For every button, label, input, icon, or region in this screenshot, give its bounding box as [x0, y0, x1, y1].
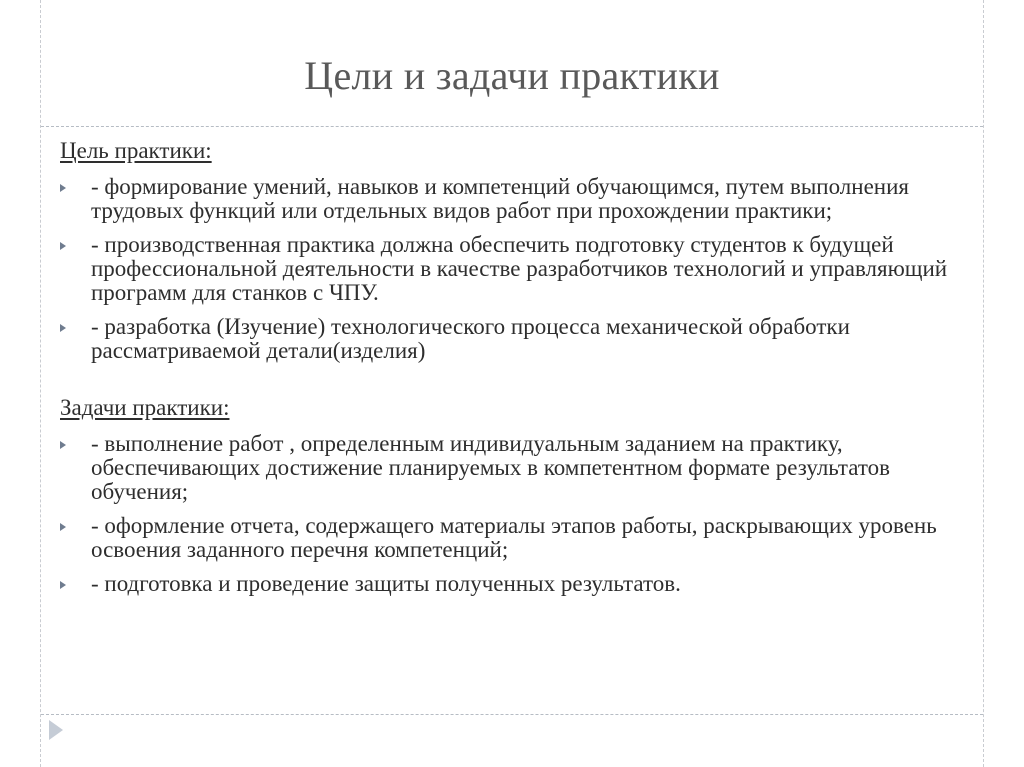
slide-title: Цели и задачи практики [304, 53, 720, 98]
goal-item-text: - разработка (Изучение) технологического процесса механической обработки рассматриваемой детали(изделия) [91, 314, 850, 363]
task-list-item [60, 432, 960, 504]
goal-list-item [60, 315, 960, 363]
triangle-bullet-icon [60, 581, 66, 589]
triangle-bullet-icon [60, 523, 66, 531]
triangle-bullet-icon [60, 441, 66, 449]
title-separator [41, 126, 983, 127]
task-item-text: - выполнение работ , определенным индивидуальным заданием на практику, обеспечивающих достижение планируемых в компетентном формате результатов обучения; [91, 431, 890, 504]
frame-left-dashed-line [40, 0, 41, 767]
task-list-item [60, 514, 960, 562]
task-item-text: - оформление отчета, содержащего материалы этапов работы, раскрывающих уровень освоения заданного перечня компетенций; [91, 513, 937, 562]
goal-item-text: - формирование умений, навыков и компетенций обучающимся, путем выполнения трудовых функций или отдельных видов работ при прохождении практики; [91, 174, 909, 223]
slide-body [60, 136, 960, 606]
triangle-bullet-icon [60, 184, 66, 192]
goal-heading: Цель практики: [60, 138, 212, 163]
next-slide-arrow-icon[interactable] [49, 720, 63, 740]
frame-right-dashed-line [983, 0, 984, 767]
task-item-text: - подготовка и проведение защиты полученных результатов. [91, 571, 681, 596]
goal-list-item [60, 233, 960, 305]
tasks-heading: Задачи практики: [60, 395, 230, 420]
goal-item-text: - производственная практика должна обеспечить подготовку студентов к будущей профессиональной деятельности в качестве разработчиков технологий и управляющий программ для станков с ЧПУ. [91, 232, 948, 305]
task-list-item [60, 572, 960, 596]
goal-list-item [60, 175, 960, 223]
triangle-bullet-icon [60, 324, 66, 332]
footer-separator [41, 714, 983, 715]
triangle-bullet-icon [60, 242, 66, 250]
